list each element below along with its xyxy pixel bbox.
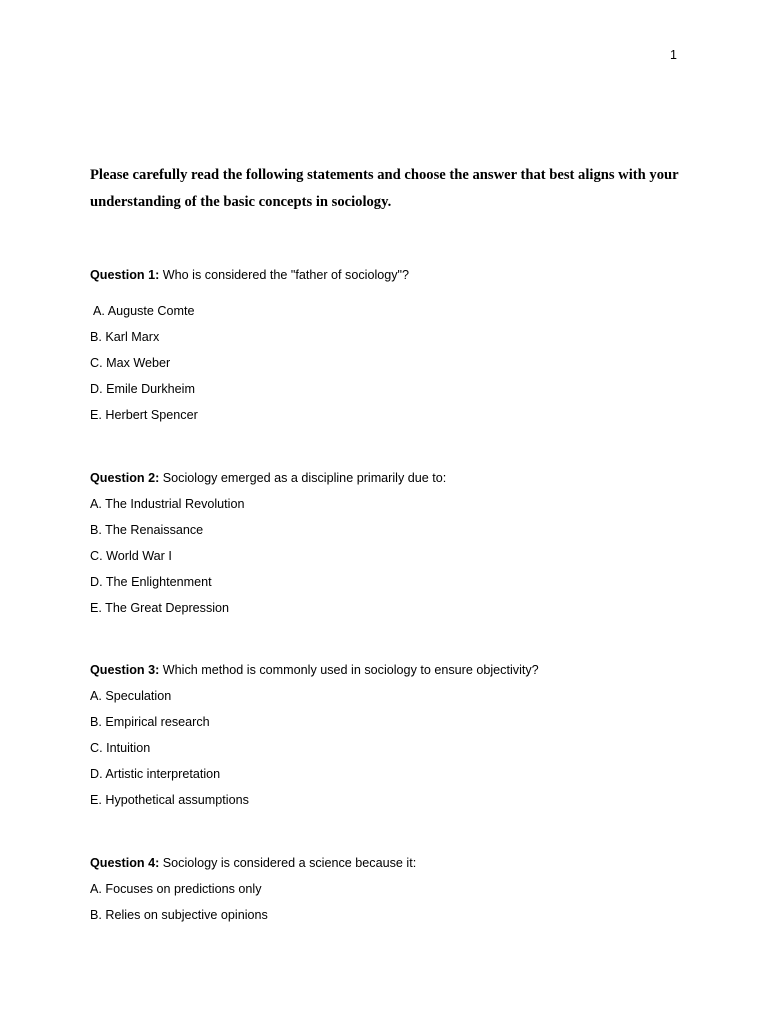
option-e: E. Hypothetical assumptions	[90, 793, 249, 807]
question-2-line	[90, 469, 690, 487]
question-3-label: Question 3:	[90, 663, 160, 677]
question-4-text: Sociology is considered a science because it:	[159, 856, 417, 870]
option-a: A. The Industrial Revolution	[90, 497, 245, 511]
question-3-line	[90, 661, 690, 679]
question-3-text: Which method is commonly used in sociology to ensure objectivity?	[159, 663, 539, 677]
option-b: B. Relies on subjective opinions	[90, 908, 268, 922]
question-1	[90, 266, 690, 432]
page-number: 1	[670, 48, 677, 62]
instructions-paragraph: Please carefully read the following statements and choose the answer that best aligns with your understanding of the basic concepts in sociology.	[90, 167, 679, 210]
question-1-text: Who is considered the "father of sociology"?	[159, 268, 410, 282]
question-1-line	[90, 266, 690, 284]
option-a: A. Speculation	[90, 689, 172, 703]
option-c: C. World War I	[90, 549, 172, 563]
question-3	[90, 661, 690, 817]
question-4-line	[90, 854, 690, 872]
option-b: B. The Renaissance	[90, 523, 204, 537]
option-a: A. Auguste Comte	[93, 304, 195, 318]
question-2-text: Sociology emerged as a discipline primarily due to:	[159, 471, 447, 485]
option-b: B. Empirical research	[90, 715, 210, 729]
question-3-options	[90, 687, 690, 817]
option-d: D. Artistic interpretation	[90, 767, 221, 781]
option-e: E. Herbert Spencer	[90, 408, 198, 422]
option-d: D. The Enlightenment	[90, 575, 212, 589]
option-e: E. The Great Depression	[90, 601, 230, 615]
option-a: A. Focuses on predictions only	[90, 882, 262, 896]
option-d: D. Emile Durkheim	[90, 382, 195, 396]
question-2-label: Question 2:	[90, 471, 160, 485]
question-4-label: Question 4:	[90, 856, 160, 870]
question-1-options	[90, 302, 690, 432]
question-1-label: Question 1:	[90, 268, 160, 282]
option-b: B. Karl Marx	[90, 330, 160, 344]
question-4	[90, 854, 690, 932]
question-2	[90, 469, 690, 625]
option-c: C. Intuition	[90, 741, 151, 755]
question-2-options	[90, 495, 690, 625]
option-c: C. Max Weber	[90, 356, 171, 370]
question-4-options	[90, 880, 690, 932]
